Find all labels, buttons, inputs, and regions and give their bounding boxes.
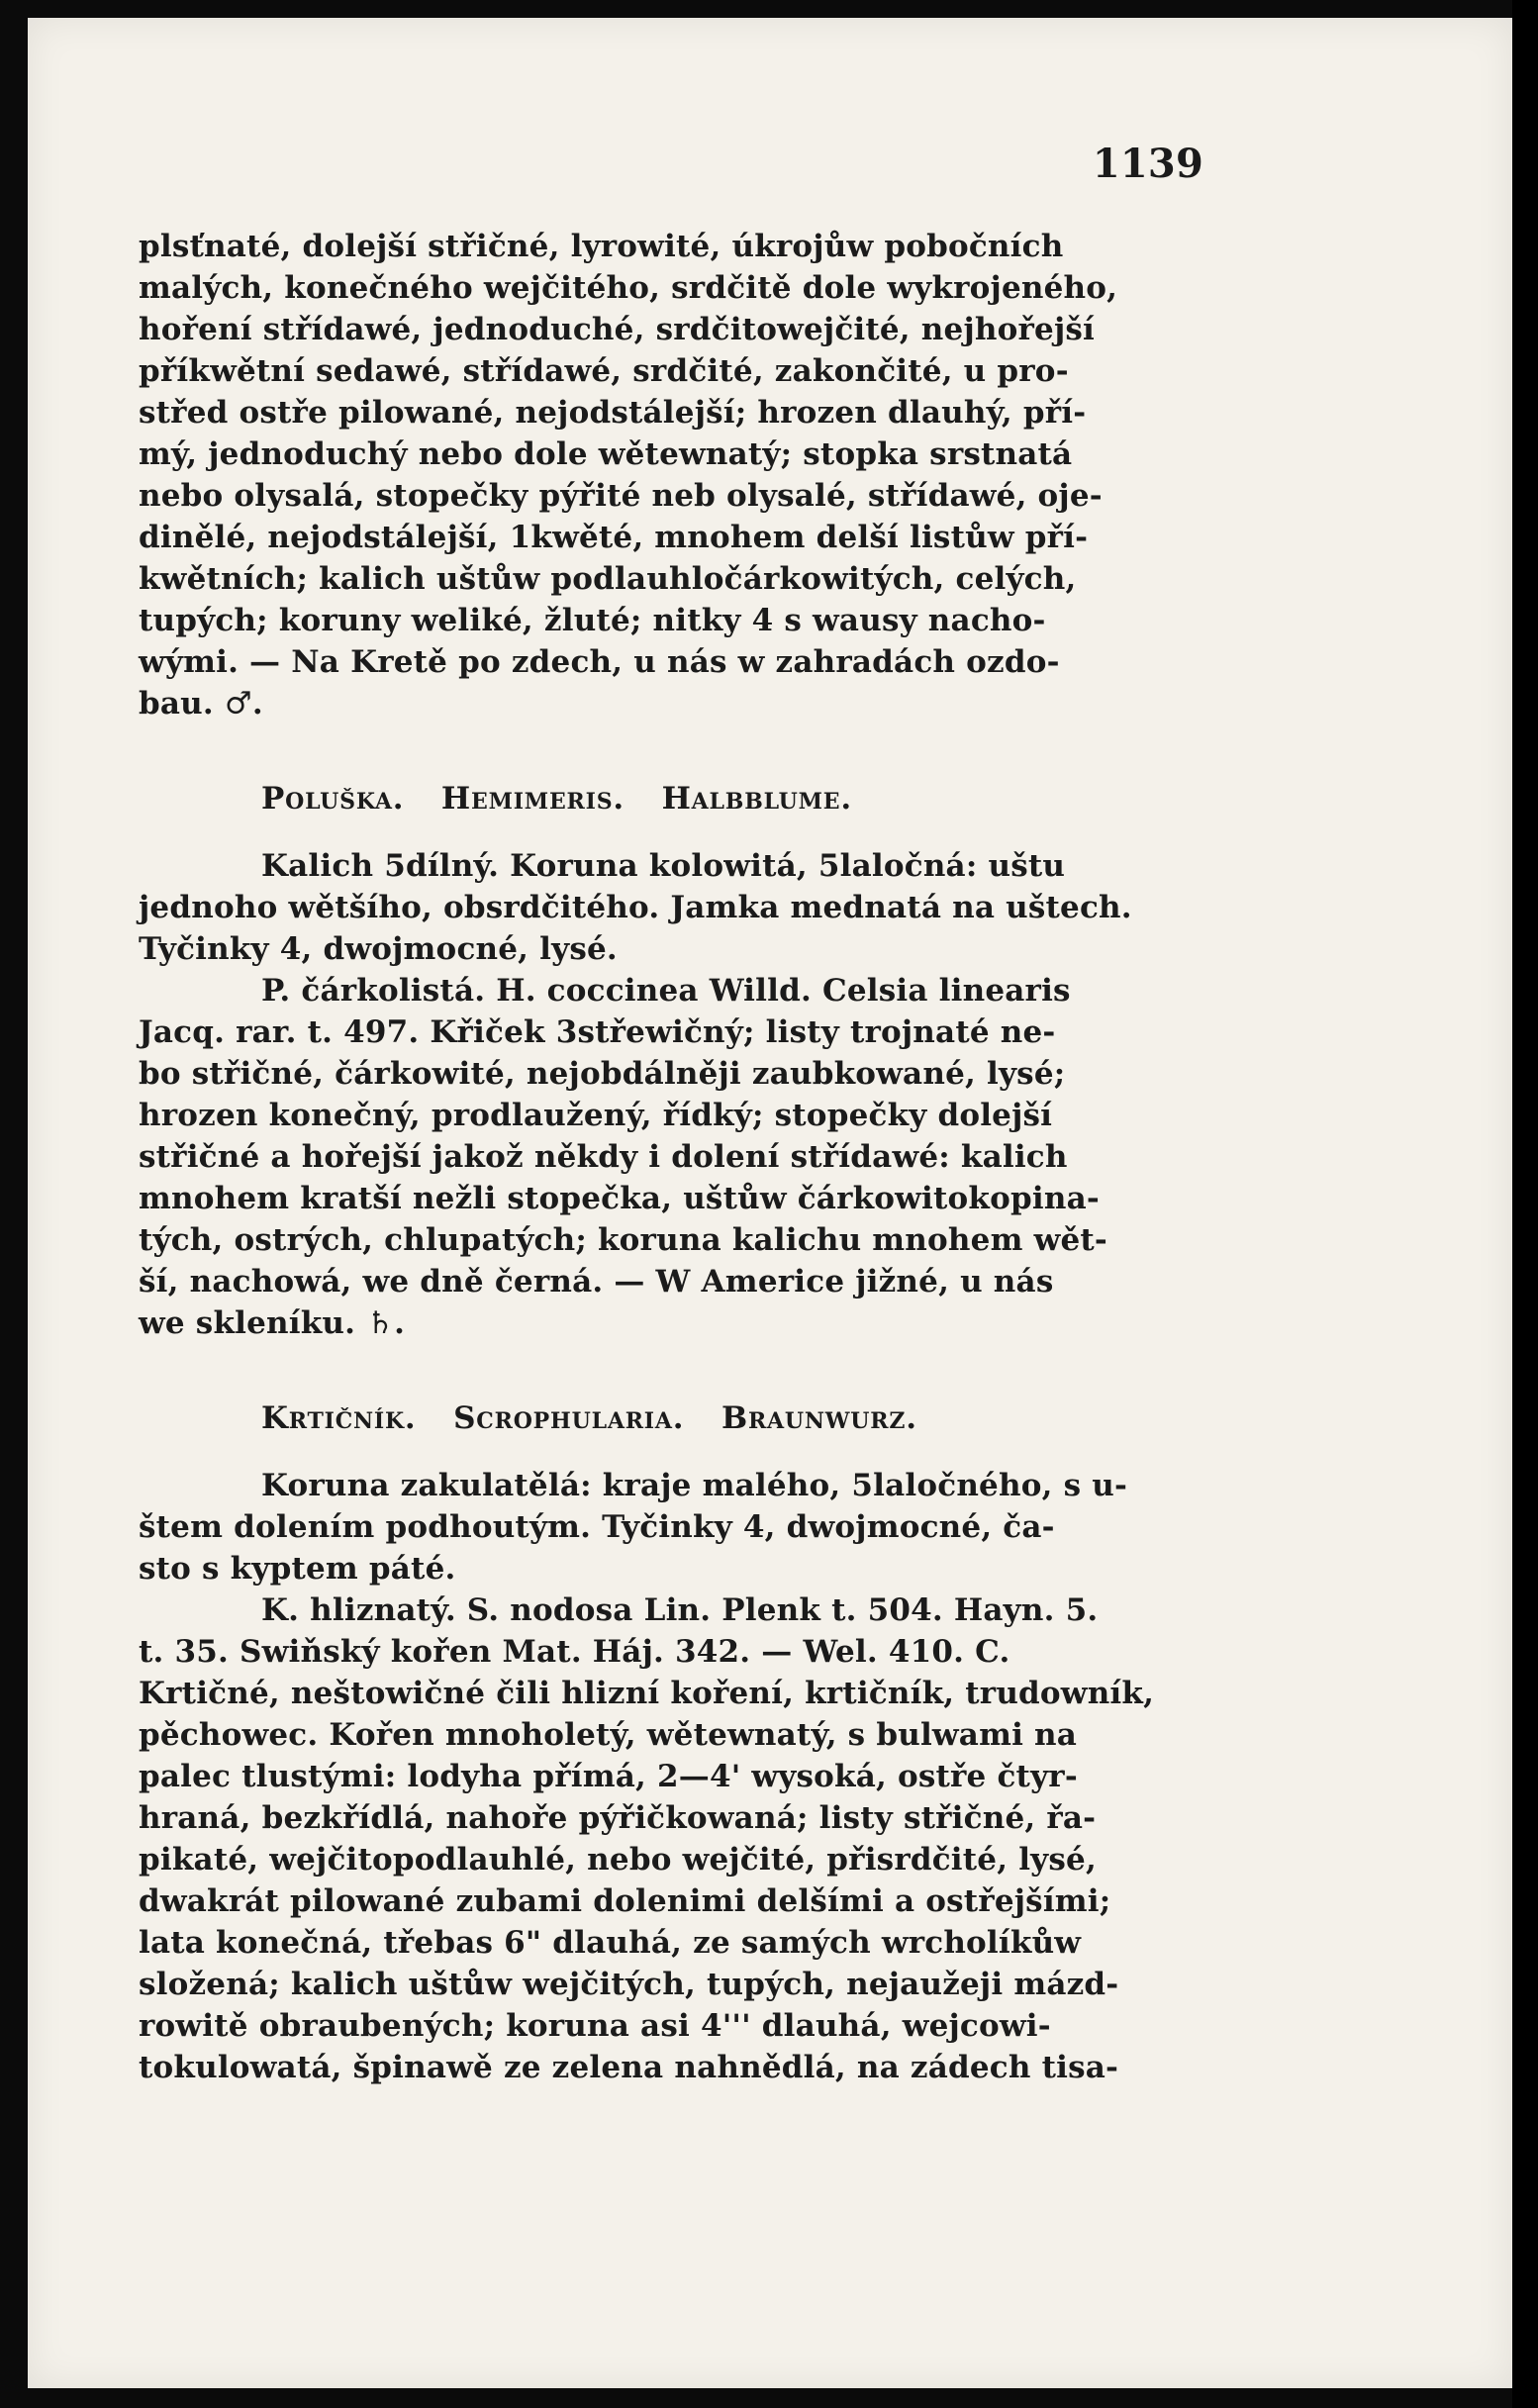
- paragraph-1-line-8: dinělé, nejodstálejší, 1kwěté, mnohem delší listůw pří-: [139, 520, 1089, 555]
- heading-2-german: Braunwurz.: [721, 1400, 917, 1436]
- paragraph-3: [139, 1465, 1247, 1589]
- scanned-page: [28, 18, 1512, 2388]
- species-2-line-10: složená; kalich uštůw wejčitých, tupých, nejaužeji mázd-: [139, 1967, 1119, 2002]
- species-2-line-8: dwakrát pilowané zubami dolenimi delšími a ostřejšími;: [139, 1883, 1111, 1919]
- species-1-line-3: bo střičné, čárkowité, nejobdálněji zaubkowané, lysé;: [139, 1056, 1066, 1092]
- species-1-line-9: we skleníku. ♄.: [139, 1305, 406, 1341]
- heading-1-czech: Poluška.: [261, 781, 405, 817]
- page-content: [139, 226, 1247, 2088]
- heading-1-german: Halbblume.: [661, 781, 852, 817]
- species-1-line-4: hrozen konečný, prodlaužený, řídký; stopečky dolejší: [139, 1098, 1053, 1133]
- species-1-line-6: mnohem kratší nežli stopečka, uštůw čárkowitokopina-: [139, 1181, 1100, 1216]
- species-2-line-7: pikaté, wejčitopodlauhlé, nebo wejčité, přisrdčité, lysé,: [139, 1842, 1097, 1878]
- paragraph-1-line-1: plsťnaté, dolejší střičné, lyrowité, úkrojůw pobočních: [139, 229, 1064, 264]
- paragraph-2-line-1: Kalich 5dílný. Koruna kolowitá, 5laločná: uštu: [261, 848, 1066, 884]
- paragraph-1-line-5: střed ostře pilowané, nejodstálejší; hrozen dlauhý, pří-: [139, 395, 1087, 431]
- paragraph-1-line-3: hoření střídawé, jednoduché, srdčitowejčité, nejhořejší: [139, 312, 1095, 347]
- heading-2-latin: Scrophularia.: [453, 1400, 685, 1436]
- species-1-line-2: Jacq. rar. t. 497. Křiček 3střewičný; listy trojnaté ne-: [139, 1014, 1056, 1050]
- section-heading-krticnik: [139, 1397, 1247, 1439]
- species-1-line-1: P. čárkolistá. H. coccinea Willd. Celsia linearis: [261, 973, 1071, 1009]
- paragraph-2-line-2: jednoho wětšího, obsrdčitého. Jamka mednatá na uštech.: [139, 890, 1132, 925]
- species-entry-1: [139, 970, 1247, 1344]
- species-1-line-8: ší, nachowá, we dně černá. — W Americe jižné, u nás: [139, 1264, 1054, 1300]
- section-heading-poluska: [139, 778, 1247, 819]
- paragraph-1-line-9: kwětních; kalich uštůw podlauhločárkowitých, celých,: [139, 561, 1077, 597]
- species-1-line-7: tých, ostrých, chlupatých; koruna kalichu mnohem wět-: [139, 1222, 1107, 1258]
- paragraph-1: [139, 226, 1247, 724]
- species-2-line-2: t. 35. Swiňský kořen Mat. Háj. 342. — Wel. 410. C.: [139, 1634, 1010, 1670]
- species-1-line-5: střičné a hořejší jakož někdy i dolení střídawé: kalich: [139, 1139, 1068, 1175]
- paragraph-1-line-12: bau. ♂.: [139, 686, 263, 722]
- species-2-line-9: lata konečná, třebas 6" dlauhá, ze samých wrcholíkůw: [139, 1925, 1082, 1961]
- species-2-line-12: tokulowatá, špinawě ze zelena nahnědlá, na zádech tisa-: [139, 2050, 1119, 2085]
- paragraph-1-line-10: tupých; koruny weliké, žluté; nitky 4 s wausy nacho-: [139, 603, 1046, 638]
- species-2-line-1: K. hliznatý. S. nodosa Lin. Plenk t. 504. Hayn. 5.: [261, 1592, 1099, 1628]
- heading-1-latin: Hemimeris.: [440, 781, 625, 817]
- paragraph-3-line-3: sto s kyptem páté.: [139, 1551, 456, 1587]
- paragraph-1-line-6: mý, jednoduchý nebo dole wětewnatý; stopka srstnatá: [139, 436, 1073, 472]
- paragraph-3-line-2: štem dolením podhoutým. Tyčinky 4, dwojmocné, ča-: [139, 1509, 1055, 1545]
- paragraph-2: [139, 845, 1247, 970]
- paragraph-1-line-4: příkwětní sedawé, střídawé, srdčité, zakončité, u pro-: [139, 353, 1069, 389]
- species-2-line-4: pěchowec. Kořen mnoholetý, wětewnatý, s bulwami na: [139, 1717, 1078, 1753]
- page-number: 1139: [1092, 141, 1203, 187]
- paragraph-1-line-11: wými. — Na Kretě po zdech, u nás w zahradách ozdo-: [139, 644, 1060, 680]
- heading-2-czech: Krtičník.: [261, 1400, 417, 1436]
- species-entry-2: [139, 1589, 1247, 2088]
- paragraph-3-line-1: Koruna zakulatělá: kraje malého, 5laločného, s u-: [261, 1468, 1128, 1503]
- species-2-line-6: hraná, bezkřídlá, nahoře pýřičkowaná; listy střičné, řa-: [139, 1800, 1097, 1836]
- paragraph-1-line-2: malých, konečného wejčitého, srdčitě dole wykrojeného,: [139, 270, 1118, 306]
- species-2-line-11: rowitě obraubených; koruna asi 4''' dlauhá, wejcowi-: [139, 2008, 1051, 2044]
- species-2-line-3: Krtičné, neštowičné čili hlizní koření, krtičník, trudowník,: [139, 1676, 1155, 1711]
- paragraph-1-line-7: nebo olysalá, stopečky pýřité neb olysalé, střídawé, oje-: [139, 478, 1103, 514]
- scan-edge: [1512, 0, 1538, 2408]
- paragraph-2-line-3: Tyčinky 4, dwojmocné, lysé.: [139, 931, 618, 967]
- species-2-line-5: palec tlustými: lodyha přímá, 2—4' wysoká, ostře čtyr-: [139, 1759, 1078, 1794]
